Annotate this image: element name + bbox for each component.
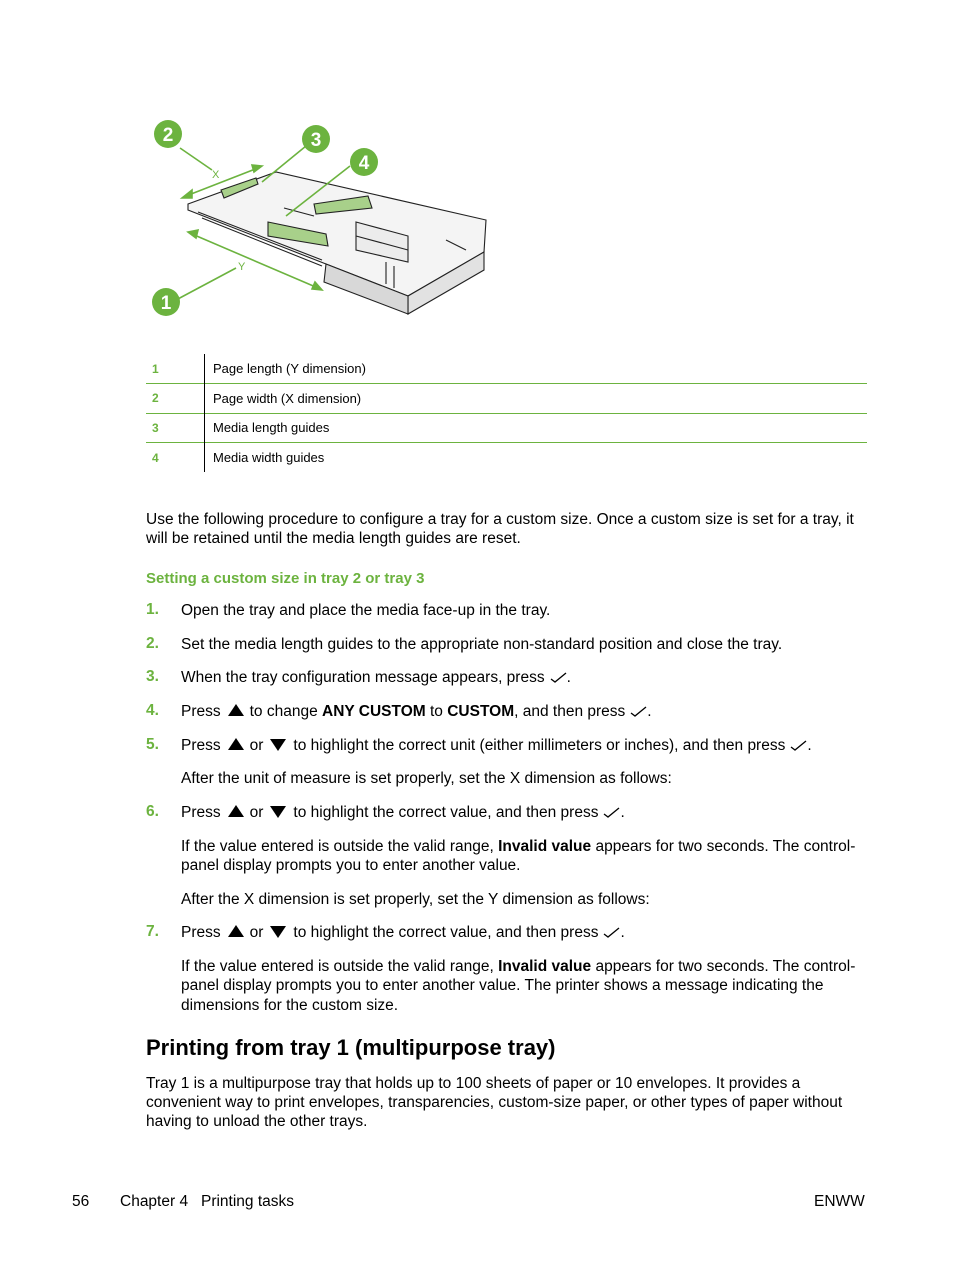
callout-number-3: 3: [310, 130, 322, 151]
step-end: .: [807, 737, 812, 754]
step-press: Press: [181, 804, 221, 821]
step-text: to highlight the correct value, and then press: [293, 924, 599, 941]
callout-legend-table: [146, 354, 867, 472]
callout-num: 3: [146, 413, 205, 443]
callout-text: Media width guides: [213, 450, 325, 465]
step-note: [181, 837, 867, 876]
note-text: appears for two seconds. The control-panel display prompts you to enter another value. The printer shows a message indicating the dimensions for the custom size.: [181, 958, 856, 1014]
step-note: After the unit of measure is set properly, set the X dimension as follows:: [181, 770, 672, 787]
callout-row: [146, 443, 867, 473]
callout-row: [146, 354, 867, 384]
step-line: [181, 668, 571, 687]
up-arrow-icon: [228, 704, 244, 716]
up-arrow-icon: [228, 925, 244, 937]
footer-right: ENWW: [814, 1193, 865, 1210]
checkmark-icon: [790, 740, 807, 751]
step-text: Open the tray and place the media face-up in the tray.: [181, 602, 551, 619]
tray-illustration: [188, 172, 486, 314]
step-line: [181, 803, 625, 822]
y-axis-label: Y: [238, 261, 246, 273]
step-number: 1.: [146, 601, 159, 618]
callout-row: [146, 384, 867, 414]
intro-paragraph: Use the following procedure to configure a tray for a custom size. Once a custom size is set for a tray, it will be retained until the media length guides are reset.: [146, 511, 854, 547]
step-number: 2.: [146, 635, 159, 652]
note-bold: Invalid value: [498, 838, 592, 855]
page-number: 56: [72, 1193, 90, 1210]
step-or: or: [249, 804, 264, 821]
callout-num: 2: [146, 384, 205, 414]
step-number: 4.: [146, 702, 159, 719]
step-to-change: to change: [249, 703, 318, 720]
step-from-value: ANY CUSTOM: [322, 703, 426, 720]
callout-number-4: 4: [358, 153, 370, 174]
x-axis-label: X: [212, 169, 220, 181]
checkmark-icon: [630, 706, 647, 717]
callout-text: Page width (X dimension): [213, 390, 362, 406]
up-arrow-icon: [228, 738, 244, 750]
callout-text: Media length guides: [213, 420, 330, 436]
step-to: to: [429, 703, 443, 720]
step-text: Set the media length guides to the appropriate non-standard position and close the tray.: [181, 636, 783, 653]
callout-num: 1: [146, 354, 205, 384]
step-note: After the X dimension is set properly, set the Y dimension as follows:: [181, 891, 650, 908]
step-press: Press: [181, 924, 221, 941]
paper-tray-figure: [146, 112, 496, 327]
callout-number-1: 1: [160, 293, 172, 314]
step-number: 6.: [146, 803, 159, 820]
callout-number-2: 2: [162, 125, 174, 146]
step-text: to highlight the correct unit (either millimeters or inches), and then press: [293, 737, 786, 754]
down-arrow-icon: [270, 926, 286, 938]
section-heading: Printing from tray 1 (multipurpose tray): [146, 1035, 556, 1060]
step-number: 5.: [146, 736, 159, 753]
callout-text: Page length (Y dimension): [213, 361, 366, 376]
step-note: [181, 957, 867, 1015]
down-arrow-icon: [270, 739, 286, 751]
note-bold: Invalid value: [498, 958, 592, 975]
note-text: If the value entered is outside the valid range,: [181, 838, 494, 855]
step-line: [181, 702, 652, 721]
checkmark-icon: [603, 927, 620, 938]
step-or: or: [249, 924, 264, 941]
step-end: .: [647, 703, 652, 720]
chapter-title: Chapter 4 Printing tasks: [120, 1193, 295, 1210]
callout-row: [146, 413, 867, 443]
step-text: to highlight the correct value, and then press: [293, 804, 599, 821]
step-end: .: [566, 669, 571, 686]
callout-num: 4: [146, 443, 205, 473]
procedure-subheading: Setting a custom size in tray 2 or tray 3: [146, 570, 425, 587]
step-text: When the tray configuration message appears, press: [181, 669, 545, 686]
step-or: or: [249, 737, 264, 754]
step-target-value: CUSTOM: [447, 703, 515, 720]
tray1-paragraph: Tray 1 is a multipurpose tray that holds up to 100 sheets of paper or 10 envelopes. It provides a convenient way to print envelopes, transparencies, custom-size paper, or other types of paper without having to unload the other trays.: [146, 1075, 843, 1130]
step-number: 7.: [146, 923, 159, 940]
step-then: , and then press: [514, 703, 626, 720]
down-arrow-icon: [270, 806, 286, 818]
step-number: 3.: [146, 668, 159, 685]
note-text: If the value entered is outside the valid range,: [181, 958, 494, 975]
step-line: [181, 736, 812, 755]
step-press: Press: [181, 737, 221, 754]
note-text: appears for two seconds. The control-panel display prompts you to enter another value.: [181, 838, 856, 875]
up-arrow-icon: [228, 805, 244, 817]
checkmark-icon: [603, 807, 620, 818]
checkmark-icon: [550, 672, 567, 683]
step-end: .: [620, 924, 625, 941]
step-line: [181, 923, 625, 942]
step-end: .: [620, 804, 625, 821]
step-press: Press: [181, 703, 221, 720]
